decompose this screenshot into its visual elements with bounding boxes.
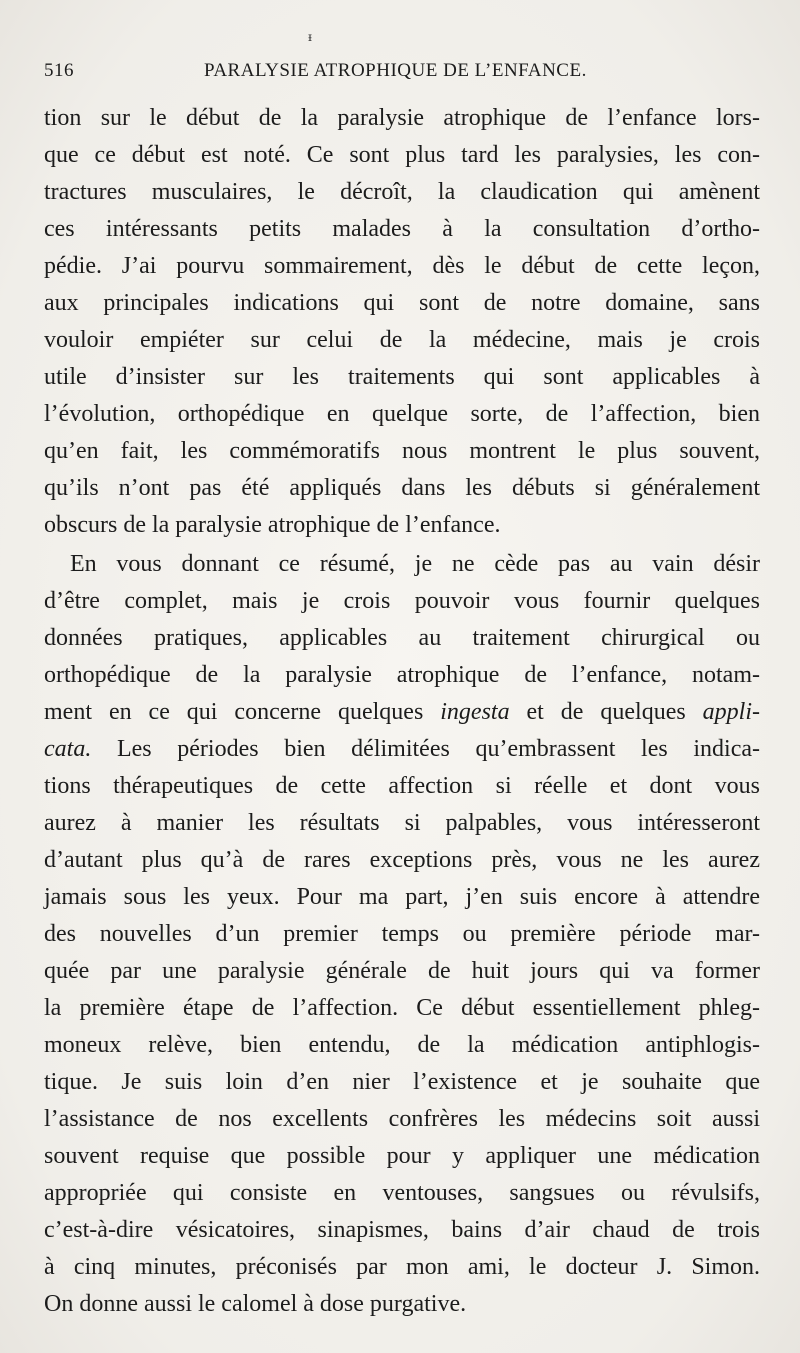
text-line: tractures musculaires, le décroît, la claudication qui amènent (44, 179, 760, 205)
text-line: aux principales indications qui sont de notre domaine, sans (44, 290, 760, 316)
text-line (44, 694, 760, 731)
text-line: quée par une paralysie générale de huit jours qui va former (44, 958, 760, 984)
text-line (44, 731, 760, 768)
text-line: d’autant plus qu’à de rares exceptions près, vous ne les aurez (44, 847, 760, 873)
body-text (44, 100, 760, 1323)
text-line: En vous donnant ce résumé, je ne cède pas au vain désir (70, 551, 760, 577)
page-number: 516 (44, 60, 74, 81)
text-line: l’évolution, orthopédique en quelque sorte, de l’affection, bien (44, 401, 760, 427)
text-line: obscurs de la paralysie atrophique de l’enfance. (44, 512, 501, 538)
text-line: pédie. J’ai pourvu sommairement, dès le début de cette leçon, (44, 253, 760, 279)
paragraph-1 (44, 100, 760, 544)
text-line: c’est-à-dire vésicatoires, sinapismes, bains d’air chaud de trois (44, 1217, 760, 1243)
printer-mark: ᵻ (308, 30, 312, 44)
text-line: à cinq minutes, préconisés par mon ami, le docteur J. Simon. (44, 1254, 760, 1280)
text-span: Les périodes bien délimitées qu’embrassent les indica- (91, 736, 760, 762)
text-span: ment en ce qui concerne quelques (44, 699, 441, 725)
text-line: données pratiques, applicables au traitement chirurgical ou (44, 625, 760, 651)
text-line: tions thérapeutiques de cette affection si réelle et dont vous (44, 773, 760, 799)
text-line: qu’ils n’ont pas été appliqués dans les débuts si généralement (44, 475, 760, 501)
text-line: d’être complet, mais je crois pouvoir vous fournir quelques (44, 588, 760, 614)
text-span: et de quelques (509, 699, 703, 725)
italic-term: appli- (702, 699, 760, 725)
page-header (44, 60, 760, 90)
text-line: aurez à manier les résultats si palpables, vous intéresseront (44, 810, 760, 836)
text-line: ces intéressants petits malades à la consultation d’ortho- (44, 216, 760, 242)
text-line: vouloir empiéter sur celui de la médecine, mais je crois (44, 327, 760, 353)
text-line: moneux relève, bien entendu, de la médication antiphlogis- (44, 1032, 760, 1058)
text-line: appropriée qui consiste en ventouses, sangsues ou révulsifs, (44, 1180, 760, 1206)
text-line: que ce début est noté. Ce sont plus tard les paralysies, les con- (44, 142, 760, 168)
text-line: l’assistance de nos excellents confrères les médecins soit aussi (44, 1106, 760, 1132)
text-line: orthopédique de la paralysie atrophique de l’enfance, notam- (44, 662, 760, 688)
text-line: souvent requise que possible pour y appliquer une médication (44, 1143, 760, 1169)
italic-term: cata. (44, 736, 92, 762)
text-line: On donne aussi le calomel à dose purgative. (44, 1291, 467, 1317)
running-title: PARALYSIE ATROPHIQUE DE L’ENFANCE. (204, 60, 587, 81)
text-line: la première étape de l’affection. Ce début essentiellement phleg- (44, 995, 760, 1021)
text-line: jamais sous les yeux. Pour ma part, j’en suis encore à attendre (44, 884, 760, 910)
text-line: qu’en fait, les commémoratifs nous montrent le plus souvent, (44, 438, 760, 464)
text-line: tion sur le début de la paralysie atrophique de l’enfance lors- (44, 105, 760, 131)
paragraph-2 (44, 546, 760, 1323)
text-line: tique. Je suis loin d’en nier l’existence et je souhaite que (44, 1069, 760, 1095)
italic-term: ingesta (440, 699, 510, 725)
text-line: des nouvelles d’un premier temps ou première période mar- (44, 921, 760, 947)
text-line: utile d’insister sur les traitements qui sont applicables à (44, 364, 760, 390)
